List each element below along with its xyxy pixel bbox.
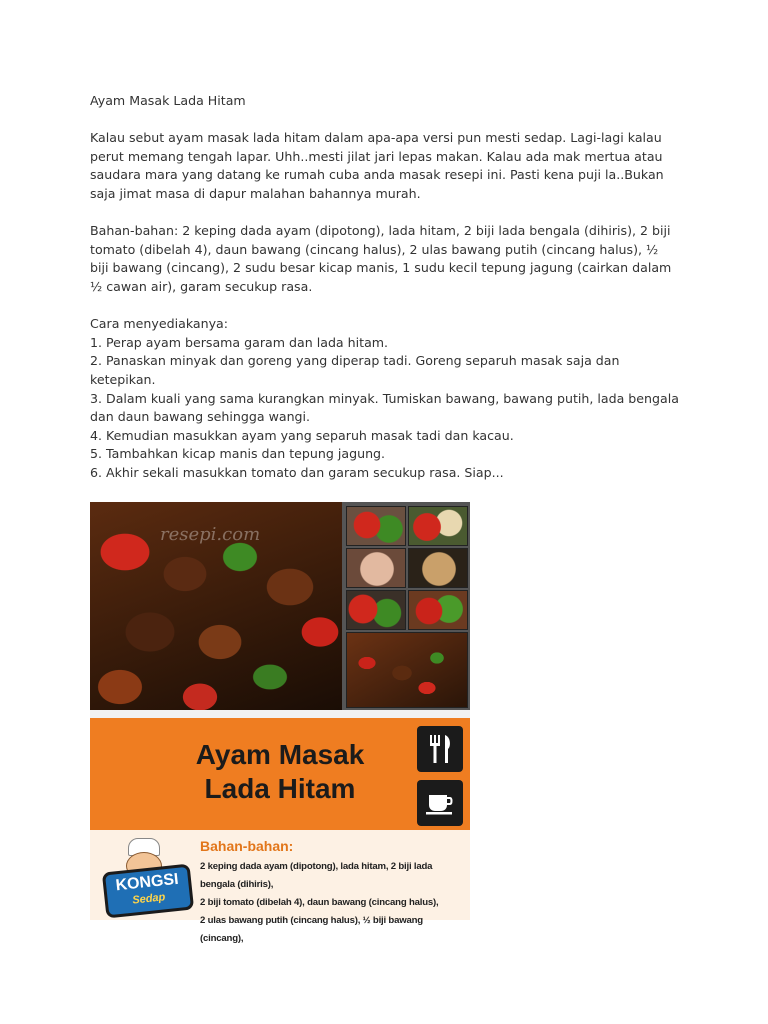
thumbnail-sauteing [346,590,406,630]
step-item: 4. Kemudian masukkan ayam yang separuh masak tadi dan kacau. [90,427,514,443]
step-item: 1. Perap ayam bersama garam dan lada hitam. [90,334,389,350]
poster-ingredients-line: 2 keping dada ayam (dipotong), lada hitam, 2 biji lada bengala (dihiris), [200,861,433,890]
coffee-cup-icon [417,780,463,826]
poster-ingredients-line: 2 ulas bawang putih (cincang halus), ½ biji bawang (cincang), [200,915,423,944]
poster-title [160,738,400,806]
document-body [90,92,680,482]
fork-knife-icon [417,726,463,772]
method-steps [90,334,680,483]
ingredients-paragraph: Bahan-bahan: 2 keping dada ayam (dipotong), lada hitam, 2 biji lada bengala (dihiris), 2 biji tomato (dibelah 4), daun bawang (cincang halus), 2 ulas bawang putih (cincang halus), ½ biji bawang (cincang), 2 sudu besar kicap manis, 1 sudu kecil tepung jagung (cairkan dalam ½ cawan air), garam secukup rasa. [90,223,672,294]
dish-photo [90,502,342,710]
poster-title-line-1: Ayam Masak [195,739,365,770]
page-title: Ayam Masak Lada Hitam [90,93,246,108]
kongsi-sedap-logo: KONGSI Sedap [102,864,194,919]
step-item: 6. Akhir sekali masukkan tomato dan garam secukup rasa. Siap... [90,464,504,480]
thumbnail-frying [408,548,468,588]
step-item: 5. Tambahkan kicap manis dan tepung jagung. [90,446,386,462]
poster-ingredients-line: 2 biji tomato (dibelah 4), daun bawang (cincang halus), [200,897,439,908]
method-heading: Cara menyediakanya: [90,316,229,332]
poster-ingredients-heading: Bahan-bahan: [200,838,294,854]
poster-title-line-2: Lada Hitam [204,773,356,804]
recipe-poster-image [90,502,470,944]
thumbnail-final-dish [346,632,468,708]
chef-mascot [104,838,184,916]
thumbnail-ingredients [346,506,406,546]
ingredients-panel [90,830,470,944]
thumbnail-mixing [408,590,468,630]
step-item: 3. Dalam kuali yang sama kurangkan minyak. Tumiskan bawang, bawang putih, lada bengala dan daun bawang sehingga wangi. [90,390,679,425]
intro-paragraph: Kalau sebut ayam masak lada hitam dalam apa-apa versi pun mesti sedap. Lagi-lagi kalau perut memang tengah lapar. Uhh..mesti jilat jari lepas makan. Kalau ada mak mertua atau saudara mara yang datang ke rumah cuba anda masak resepi ini. Pasti kena puji la..Bukan saja jimat masa di dapur malahan bahannya murah. [90,130,664,201]
poster-ingredients-text [200,858,466,948]
photo-watermark: resepi.com [160,524,261,545]
step-thumbnails [342,502,470,710]
poster-title-banner [90,718,470,830]
thumbnail-vegetables [408,506,468,546]
step-item: 2. Panaskan minyak dan goreng yang diperap tadi. Goreng separuh masak saja dan ketepikan. [90,353,620,387]
thumbnail-raw-chicken [346,548,406,588]
